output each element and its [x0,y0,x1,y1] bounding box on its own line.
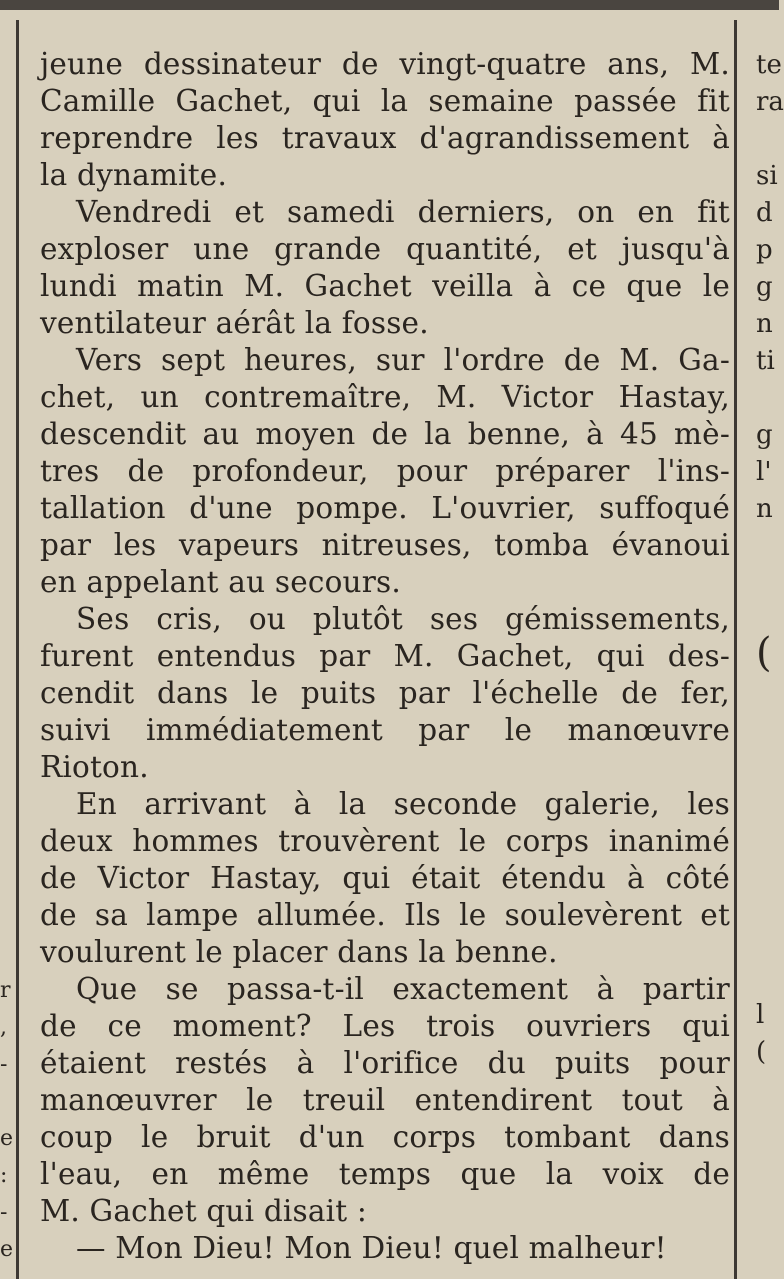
right-column-fragment: g [756,420,773,450]
right-column-fragment: l [756,1000,765,1030]
article-line: Camille Gachet, qui la semaine passée fit [40,84,730,118]
left-column-fragment: e [0,1126,14,1151]
article-line: manœuvrer le treuil entendirent tout à [40,1083,730,1117]
article-line: furent entendus par M. Gachet, qui des- [40,639,730,673]
right-column-fragment: ti [756,346,775,376]
article-line: — Mon Dieu! Mon Dieu! quel malheur! [76,1231,667,1265]
article-line: l'eau, en même temps que la voix de [40,1157,730,1191]
left-column-fragment: - [0,1052,8,1077]
article-line: descendit au moyen de la benne, à 45 mè- [40,417,730,451]
article-line: tallation d'une pompe. L'ouvrier, suffoqué [40,491,730,525]
article-line: Rioton. [40,750,149,784]
article-line: en appelant au secours. [40,565,401,599]
article-line: lundi matin M. Gachet veilla à ce que le [40,269,730,303]
right-column-rule [734,20,737,1279]
left-column-fragment: - [0,1200,8,1225]
article-line: coup le bruit d'un corps tombant dans [40,1120,730,1154]
right-column-fragment: ( [756,630,772,676]
article-line: par les vapeurs nitreuses, tomba évanoui [40,528,730,562]
right-column-fragment: n [756,494,773,524]
left-column-rule [16,20,19,1279]
left-column-fragment: : [0,1163,8,1188]
article-line: jeune dessinateur de vingt-quatre ans, M. [40,47,730,81]
right-column-fragment: d [756,198,773,228]
article-line: cendit dans le puits par l'échelle de fer, [40,676,730,710]
article-line: tres de profondeur, pour préparer l'ins- [40,454,730,488]
article-line: de Victor Hastay, qui était étendu à côté [40,861,730,895]
article-line: Vendredi et samedi derniers, on en fit [76,195,730,229]
article-line: de sa lampe allumée. Ils le soulevèrent et [40,898,730,932]
article-line: Vers sept heures, sur l'ordre de M. Ga- [76,343,730,377]
article-line: En arrivant à la seconde galerie, les [76,787,730,821]
article-line: Ses cris, ou plutôt ses gémissements, [76,602,730,636]
article-line: suivi immédiatement par le manœuvre [40,713,730,747]
article-line: M. Gachet qui disait : [40,1194,368,1228]
right-column-fragment: te [756,50,782,80]
article-line: la dynamite. [40,158,228,192]
right-column-fragment: si [756,161,778,191]
article-line: étaient restés à l'orifice du puits pour [40,1046,730,1080]
article-line: de ce moment? Les trois ouvriers qui [40,1009,730,1043]
right-column-fragment: n [756,309,773,339]
article-line: exploser une grande quantité, et jusqu'à [40,232,730,266]
article-column [40,46,730,1267]
right-column-fragment: ( [756,1037,767,1067]
top-rule [0,0,779,10]
right-column-fragment: ra [756,87,784,117]
article-line: reprendre les travaux d'agrandissement à [40,121,730,155]
left-column-fragment: r [0,978,11,1003]
article-line: voulurent le placer dans la benne. [40,935,558,969]
article-line: Que se passa-t-il exactement à partir [76,972,730,1006]
right-column-fragment: g [756,272,773,302]
left-column-fragment: e [0,1237,14,1262]
left-column-fragment: , [0,1015,7,1040]
article-line: deux hommes trouvèrent le corps inanimé [40,824,730,858]
right-column-fragment: l' [756,457,772,487]
article-line: chet, un contremaître, M. Victor Hastay, [40,380,730,414]
article-line: ventilateur aérât la fosse. [40,306,429,340]
right-column-fragment: p [756,235,773,265]
